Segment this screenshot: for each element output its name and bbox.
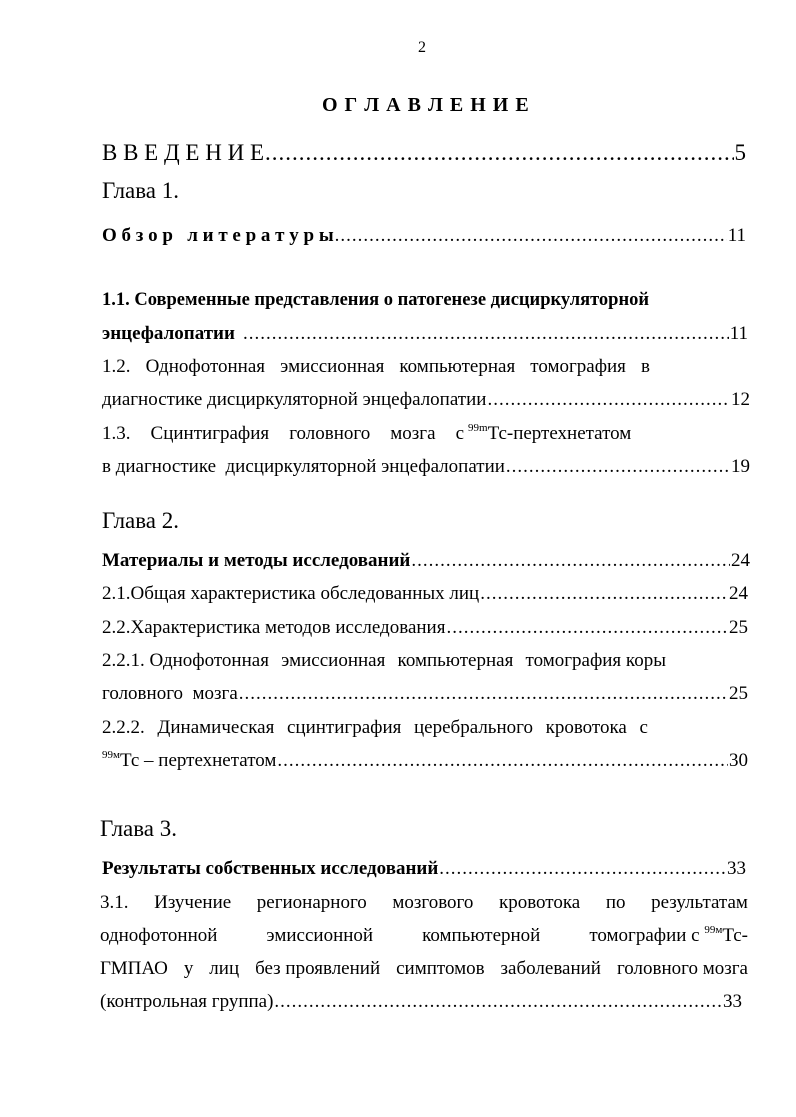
leader-dots (274, 992, 722, 1011)
toc-item-1-3[interactable] (102, 457, 750, 476)
chapter-2-title: Глава 2. (102, 508, 180, 533)
leader-dots (446, 618, 728, 637)
toc-item-1-3-line2: в диагностике дисциркуляторной энцефалопатии (102, 456, 505, 477)
chapter-1-section-page: 11 (727, 225, 746, 246)
toc-item-2-2-1[interactable] (102, 684, 748, 703)
toc-item-2-1-num: 2.1. (102, 583, 131, 604)
toc-item-2-2-1-line1 (102, 651, 666, 670)
word: головного мозга (616, 958, 748, 979)
toc-item-1-3-line1-tail (468, 424, 631, 443)
word: 3.1. (100, 892, 129, 913)
leader-dots (265, 141, 734, 164)
word: церебрального (414, 717, 533, 738)
toc-intro[interactable] (102, 141, 746, 164)
word: 1.2. (102, 356, 131, 377)
word: эмиссионная (281, 650, 386, 671)
word: с (639, 717, 648, 738)
toc-item-3-1[interactable] (100, 992, 742, 1011)
word: мозга (390, 423, 436, 444)
leader-dots (239, 684, 728, 703)
leader-dots (243, 324, 729, 343)
toc-item-2-1-page: 24 (729, 583, 748, 604)
toc-item-2-2[interactable] (102, 618, 748, 637)
toc-item-1-1-line1: 1.1. Современные представления о патогенезе дисциркуляторной (102, 290, 650, 310)
word: 1.3. (102, 423, 131, 444)
toc-item-1-1-line2: энцефалопатии (102, 323, 235, 344)
toc-item-1-2-page: 12 (731, 389, 750, 410)
chapter-1-section-label: О б з о р л и т е р а т у р ы (102, 225, 334, 246)
leader-dots (480, 584, 728, 603)
toc-item-2-2-1-page: 25 (729, 683, 748, 704)
word: томография (530, 356, 626, 377)
superscript: 99м (102, 749, 120, 761)
toc-item-2-2-2-line2: Тс – пертехнетатом (119, 750, 277, 771)
word: с (455, 423, 464, 444)
word: эмиссионной (266, 925, 374, 946)
toc-item-1-2-line2: диагностике дисциркуляторной энцефалопатии (102, 389, 487, 410)
word: Однофотонная (145, 356, 266, 377)
word: головного (289, 423, 371, 444)
word: компьютерной (422, 925, 541, 946)
toc-item-2-2-1-line2: головного мозга (102, 683, 238, 704)
toc-item-3-1-line3 (100, 959, 748, 978)
chapter-3-section-label: Результаты собственных исследований (102, 858, 439, 879)
page-number: 2 (418, 39, 426, 56)
leader-dots (411, 551, 730, 570)
toc-item-2-1-label: Общая характеристика обследованных лиц (130, 583, 480, 604)
word: 2.2.2. (102, 717, 145, 738)
toc-item-1-3-page: 19 (731, 456, 750, 477)
superscript: 99m (468, 422, 488, 434)
word: кровотока (498, 892, 581, 913)
toc-chapter-1-section[interactable] (102, 226, 746, 245)
toc-item-1-2[interactable] (102, 390, 750, 409)
word: однофотонной (100, 925, 218, 946)
word: Сцинтиграфия (150, 423, 270, 444)
toc-item-1-1[interactable] (102, 324, 748, 343)
word: томографии с (589, 925, 700, 946)
toc-item-2-2-2-line2-wrap (102, 751, 276, 770)
chapter-1-title: Глава 1. (102, 178, 180, 203)
word: регионарного (256, 892, 367, 913)
word: эмиссионная (280, 356, 385, 377)
leader-dots (277, 751, 728, 770)
toc-intro-label: В В Е Д Е Н И Е (102, 140, 264, 165)
word: Изучение (154, 892, 232, 913)
toc-item-1-1-page: 11 (729, 323, 748, 344)
toc-intro-page: 5 (734, 140, 746, 165)
word: по (605, 892, 626, 913)
toc-item-2-2-2-page: 30 (729, 750, 748, 771)
word: симптомов (396, 958, 485, 979)
toc-item-2-2-2[interactable] (102, 751, 748, 770)
word: мозгового (392, 892, 474, 913)
word: сцинтиграфия (287, 717, 402, 738)
word: у (183, 958, 194, 979)
word: томография коры (525, 650, 666, 671)
leader-dots (487, 390, 730, 409)
toc-heading: О Г Л А В Л Е Н И Е (322, 94, 530, 116)
leader-dots (335, 226, 727, 245)
word: результатам (651, 892, 748, 913)
word: Динамическая (157, 717, 275, 738)
word: компьютерная (399, 356, 516, 377)
chapter-2-section-label: Материалы и методы исследований (102, 550, 411, 571)
toc-item-3-1-line2 (100, 926, 748, 945)
toc-chapter-3-section[interactable] (102, 859, 746, 878)
word: компьютерная (397, 650, 514, 671)
toc-item-3-1-line1 (100, 893, 748, 912)
leader-dots (439, 859, 726, 878)
word: в (641, 356, 650, 377)
chapter-3-section-page: 33 (727, 858, 746, 879)
word: кровотока (545, 717, 627, 738)
toc-item-1-2-line1 (102, 357, 650, 376)
toc-item-2-2-label: Характеристика методов исследования (130, 617, 446, 638)
toc-item-2-2-page: 25 (729, 617, 748, 638)
toc-item-3-1-line4: (контрольная группа) (100, 991, 274, 1012)
word: заболеваний (500, 958, 601, 979)
toc-item-2-2-num: 2.2. (102, 617, 131, 638)
toc-item-2-1[interactable] (102, 584, 748, 603)
word: Тс- (722, 925, 748, 946)
toc-chapter-2-section[interactable] (102, 551, 750, 570)
word-group (589, 926, 748, 945)
word: ГМПАО (100, 958, 168, 979)
chapter-2-section-page: 24 (731, 550, 750, 571)
superscript: 99м (704, 924, 723, 936)
chapter-3-title: Глава 3. (100, 816, 178, 841)
word: 2.2.1. Однофотонная (102, 650, 269, 671)
toc-item-1-3-line1 (102, 424, 464, 443)
toc-item-3-1-page: 33 (723, 991, 742, 1012)
leader-dots (506, 457, 730, 476)
word: без проявлений (255, 958, 381, 979)
toc-item-2-2-2-line1 (102, 718, 648, 737)
word: Тс-пертехнетатом (487, 423, 632, 444)
word: лиц (209, 958, 240, 979)
